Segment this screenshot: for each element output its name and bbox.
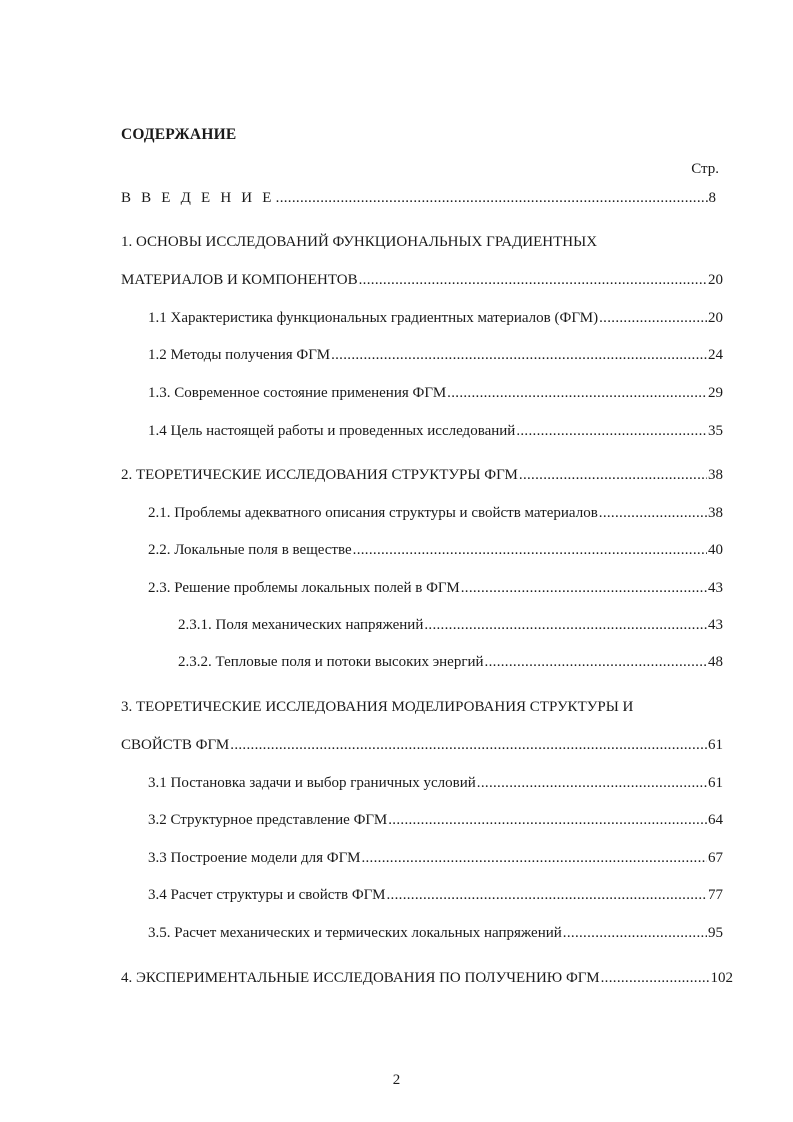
dot-leader	[485, 654, 707, 671]
toc-entry-1-1	[148, 310, 723, 327]
toc-entry-section-4	[121, 970, 733, 987]
toc-entry-1-2	[148, 347, 723, 364]
page-number: 2	[392, 1072, 401, 1088]
toc-entry-text: 1.4 Цель настоящей работы и проведенных исследований	[148, 423, 516, 439]
toc-entry-text: 3.1 Постановка задачи и выбор граничных условий	[148, 775, 476, 791]
toc-entry-text: 2.2. Локальные поля в веществе	[148, 542, 352, 558]
toc-entry-2-1	[148, 505, 723, 522]
toc-entry-2-3-1	[178, 617, 723, 634]
toc-entry-text: 2.3.2. Тепловые поля и потоки высоких энергий	[178, 654, 484, 670]
dot-leader	[461, 580, 707, 597]
dot-leader	[331, 347, 707, 364]
toc-entry-page: 102	[710, 970, 733, 986]
dot-leader	[601, 970, 710, 987]
toc-entry-page: 24	[708, 347, 723, 363]
toc-entry-1-4	[148, 423, 723, 440]
toc-entry-page: 43	[708, 617, 723, 633]
dot-leader	[424, 617, 707, 634]
dot-leader	[477, 775, 707, 792]
toc-entry-text: 2. ТЕОРЕТИЧЕСКИЕ ИССЛЕДОВАНИЯ СТРУКТУРЫ ФГМ	[121, 467, 518, 483]
toc-entry-section-2	[121, 467, 723, 484]
toc-entry-text: 1.2 Методы получения ФГМ	[148, 347, 331, 363]
toc-entry-page: 77	[708, 887, 723, 903]
dot-leader	[353, 542, 707, 559]
toc-entry-2-2	[148, 542, 723, 559]
toc-entry-page: 38	[708, 467, 723, 483]
dot-leader	[516, 423, 707, 440]
toc-entry-page: 20	[708, 272, 723, 288]
dot-leader	[361, 850, 707, 867]
toc-entry-page: 38	[708, 505, 723, 521]
toc-entry-3-5	[148, 925, 723, 942]
dot-leader	[230, 737, 707, 754]
dot-leader	[388, 812, 707, 829]
toc-entry-section-1	[121, 272, 723, 289]
toc-entry-3-4	[148, 887, 723, 904]
toc-entry-text: СВОЙСТВ ФГМ	[121, 737, 230, 753]
toc-entry-text: 1.3. Современное состояние применения ФГМ	[148, 385, 447, 401]
toc-entry-page: 48	[708, 654, 723, 670]
page-column-label: Стр.	[691, 161, 719, 177]
toc-entry-page: 43	[708, 580, 723, 596]
toc-entry-page: 8	[708, 190, 716, 206]
dot-leader	[359, 272, 707, 289]
toc-entry-3-3	[148, 850, 723, 867]
toc-entry-text: МАТЕРИАЛОВ И КОМПОНЕНТОВ	[121, 272, 358, 288]
toc-entry-section-3	[121, 737, 723, 754]
dot-leader	[563, 925, 707, 942]
dot-leader	[599, 310, 707, 327]
toc-entry-page: 29	[708, 385, 723, 401]
toc-entry-2-3	[148, 580, 723, 597]
dot-leader	[519, 467, 707, 484]
toc-entry-text: В В Е Д Е Н И Е	[121, 190, 275, 206]
dot-leader	[599, 505, 707, 522]
toc-entry-page: 61	[708, 737, 723, 753]
toc-entry-page: 67	[708, 850, 723, 866]
toc-entry-3-1	[148, 775, 723, 792]
dot-leader	[276, 190, 708, 207]
toc-entry-text: 2.3.1. Поля механических напряжений	[178, 617, 424, 633]
toc-entry-page: 64	[708, 812, 723, 828]
toc-entry-text: 1.1 Характеристика функциональных градиентных материалов (ФГМ)	[148, 310, 599, 326]
toc-entry-text: 3.2 Структурное представление ФГМ	[148, 812, 388, 828]
toc-section-1-line1: 1. ОСНОВЫ ИССЛЕДОВАНИЙ ФУНКЦИОНАЛЬНЫХ ГРАДИЕНТНЫХ	[121, 234, 598, 250]
toc-entry-page: 95	[708, 925, 723, 941]
toc-section-3-line1: 3. ТЕОРЕТИЧЕСКИЕ ИССЛЕДОВАНИЯ МОДЕЛИРОВАНИЯ СТРУКТУРЫ И	[121, 699, 634, 715]
toc-entry-text: 3.4 Расчет структуры и свойств ФГМ	[148, 887, 386, 903]
toc-entry-text: 3.5. Расчет механических и термических локальных напряжений	[148, 925, 562, 941]
dot-leader	[387, 887, 708, 904]
toc-entry-1-3	[148, 385, 723, 402]
toc-entry-text: 2.3. Решение проблемы локальных полей в ФГМ	[148, 580, 460, 596]
toc-entry-page: 35	[708, 423, 723, 439]
toc-entry-page: 20	[708, 310, 723, 326]
page-title: СОДЕРЖАНИЕ	[121, 126, 237, 143]
dot-leader	[447, 385, 707, 402]
toc-entry-3-2	[148, 812, 723, 829]
toc-entry-text: 4. ЭКСПЕРИМЕНТАЛЬНЫЕ ИССЛЕДОВАНИЯ ПО ПОЛУЧЕНИЮ ФГМ	[121, 970, 600, 986]
toc-entry-2-3-2	[178, 654, 723, 671]
toc-entry-intro	[121, 190, 716, 207]
toc-entry-text: 3.3 Построение модели для ФГМ	[148, 850, 361, 866]
toc-entry-page: 40	[708, 542, 723, 558]
toc-entry-text: 2.1. Проблемы адекватного описания структуры и свойств материалов	[148, 505, 598, 521]
toc-entry-page: 61	[708, 775, 723, 791]
